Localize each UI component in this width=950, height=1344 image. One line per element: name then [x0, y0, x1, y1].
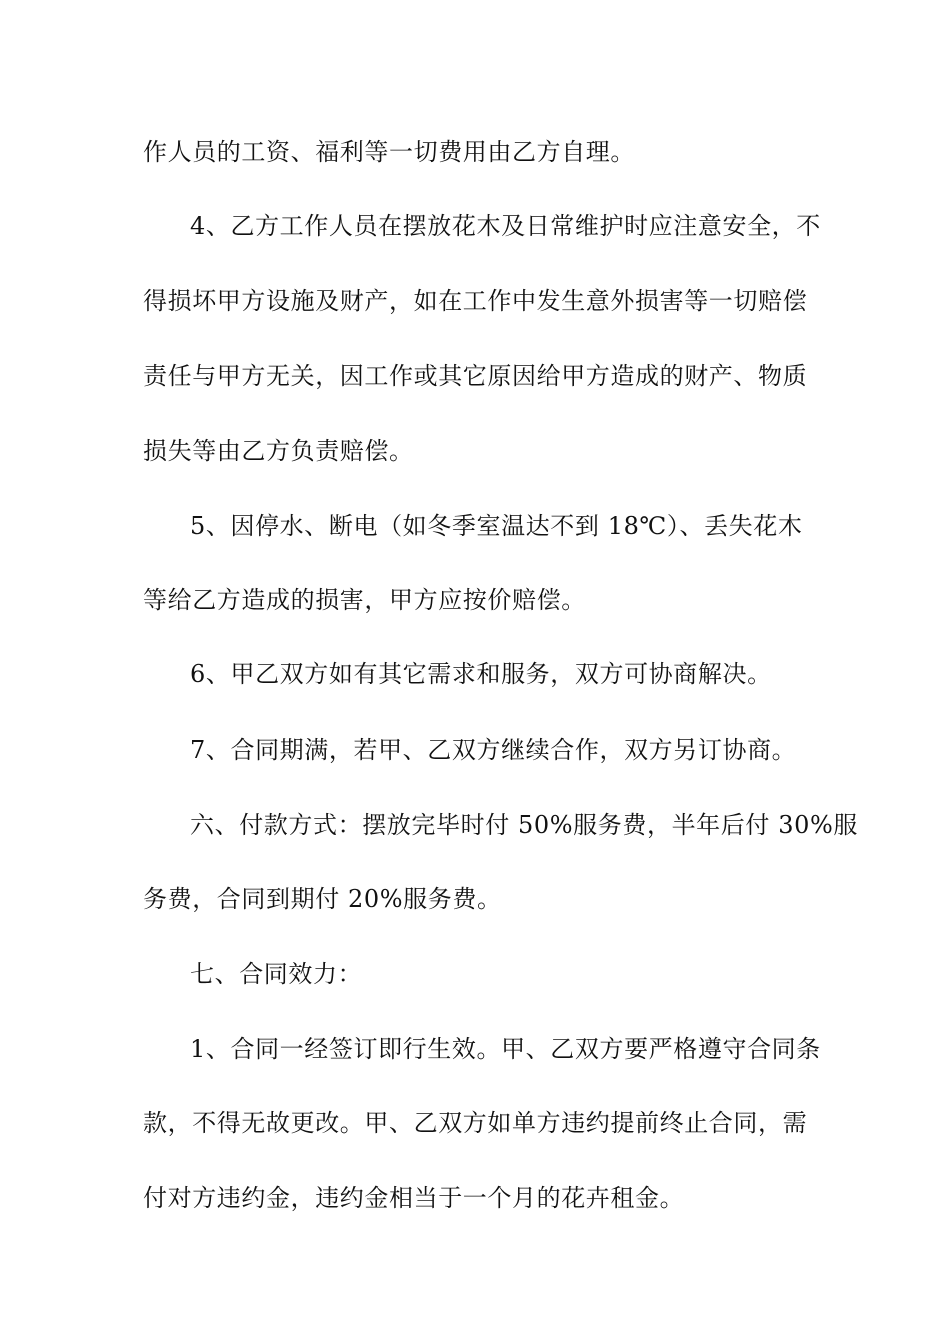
text-line-12: 七、合同效力：	[190, 960, 363, 988]
text-line-15: 付对方违约金，违约金相当于一个月的花卉租金。	[143, 1184, 685, 1212]
text-line-5: 损失等由乙方负责赔偿。	[143, 437, 414, 465]
text-line-7: 等给乙方造成的损害，甲方应按价赔偿。	[143, 586, 586, 614]
text-line-1: 作人员的工资、福利等一切费用由乙方自理。	[143, 138, 635, 166]
text-line-14: 款，不得无故更改。甲、乙双方如单方违约提前终止合同，需	[143, 1109, 808, 1137]
text-line-10: 六、付款方式：摆放完毕时付 50%服务费，半年后付 30%服	[190, 811, 858, 839]
text-line-3: 得损坏甲方设施及财产，如在工作中发生意外损害等一切赔偿	[143, 287, 808, 315]
text-line-6: 5、因停水、断电（如冬季室温达不到 18℃）、丢失花木	[190, 512, 803, 540]
text-line-13: 1、合同一经签订即行生效。甲、乙双方要严格遵守合同条	[190, 1035, 821, 1063]
text-line-2: 4、乙方工作人员在摆放花木及日常维护时应注意安全，不	[190, 212, 821, 240]
text-line-8: 6、甲乙双方如有其它需求和服务，双方可协商解决。	[190, 660, 772, 688]
text-line-4: 责任与甲方无关，因工作或其它原因给甲方造成的财产、物质	[143, 362, 808, 390]
text-line-9: 7、合同期满，若甲、乙双方继续合作，双方另订协商。	[190, 736, 797, 764]
text-line-11: 务费，合同到期付 20%服务费。	[143, 885, 502, 913]
